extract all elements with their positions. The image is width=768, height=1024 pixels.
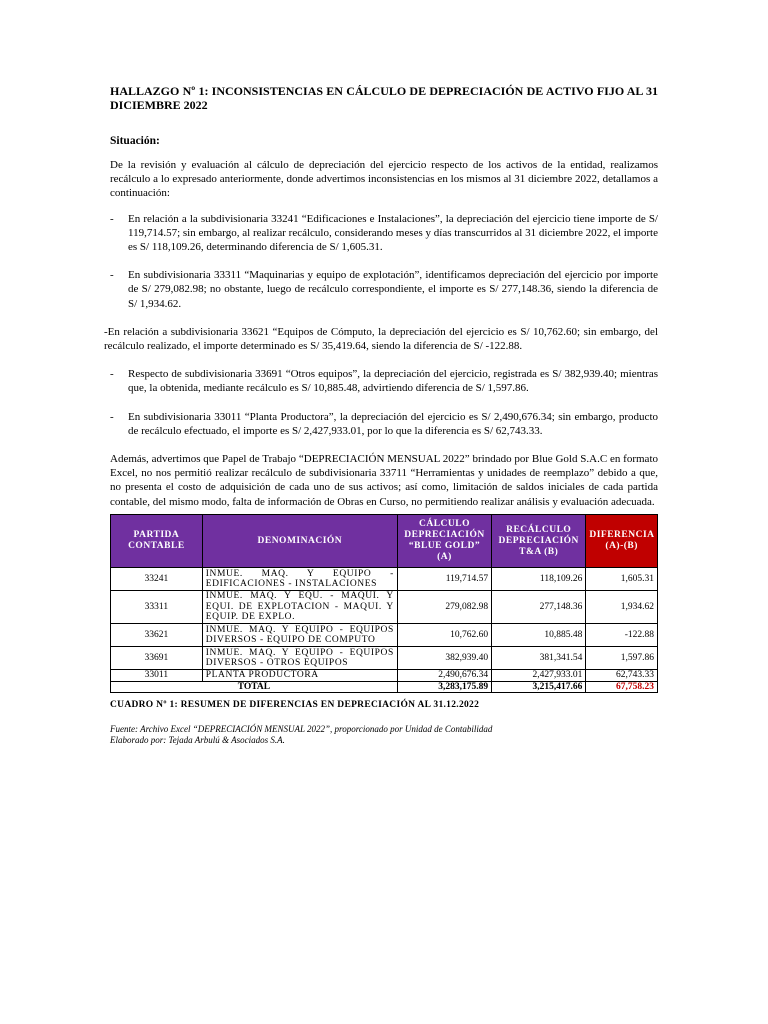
cell-denominacion: INMUE. MAQ. Y EQUIPO - EQUIPOS DIVERSOS - OTROS EQUIPOS — [202, 647, 397, 670]
cell-diferencia: 1,597.86 — [586, 647, 658, 670]
findings-list — [104, 212, 658, 438]
intro-paragraph: De la revisión y evaluación al cálculo de depreciación del ejercicio respecto de los activos de la entidad, realizamos recálculo a lo expresado anteriormente, donde advertimos inconsistencias en los mismos al 31 diciembre 2022, detallamos a continuación: — [110, 159, 658, 200]
table-total-row — [111, 681, 658, 693]
header-recalculo: RECÁLCULO DEPRECIACIÓN T&A (B) — [492, 515, 586, 568]
bullet-dash: - — [104, 325, 108, 338]
total-diferencia: 67,758.23 — [586, 681, 658, 693]
cell-calculo: 119,714.57 — [397, 568, 491, 591]
cell-diferencia: 1,934.62 — [586, 591, 658, 624]
cell-denominacion: PLANTA PRODUCTORA — [202, 670, 397, 682]
header-diferencia: DIFERENCIA (A)-(B) — [586, 515, 658, 568]
cell-partida: 33311 — [111, 591, 203, 624]
cell-partida: 33621 — [111, 624, 203, 647]
cell-calculo: 279,082.98 — [397, 591, 491, 624]
list-item — [104, 325, 658, 353]
table-row — [111, 624, 658, 647]
prepared-by-line: Elaborado por: Tejada Arbulú & Asociados S.A. — [110, 735, 285, 745]
cell-recalculo: 118,109.26 — [492, 568, 586, 591]
cell-recalculo: 10,885.48 — [492, 624, 586, 647]
situation-heading: Situación: — [110, 135, 160, 147]
list-item-text: En relación a la subdivisionaria 33241 “Edificaciones e Instalaciones”, la depreciación del ejercicio tiene importe de S/ 119,714.57; sin embargo, al realizar recálculo, considerando meses y días transcurridos al 31 diciembre 2022, el importe es S/ 118,109.26, determinando diferencia de S/ 1,605.31. — [128, 212, 658, 254]
table-row — [111, 670, 658, 682]
cell-recalculo: 277,148.36 — [492, 591, 586, 624]
header-calculo: CÁLCULO DEPRECIACIÓN “BLUE GOLD” (A) — [397, 515, 491, 568]
depreciation-table — [110, 514, 658, 693]
total-recalculo: 3,215,417.66 — [492, 681, 586, 693]
cell-denominacion: INMUE. MAQ. Y EQUIPO - EQUIPOS DIVERSOS - EQUIPO DE COMPUTO — [202, 624, 397, 647]
header-denominacion: DENOMINACIÓN — [202, 515, 397, 568]
table-header-row — [111, 515, 658, 568]
cell-denominacion: INMUE. MAQ. Y EQU. - MAQUI. Y EQUI. DE EXPLOTACION - MAQUI. Y EQUIP. DE EXPLO. — [202, 591, 397, 624]
source-note — [110, 724, 492, 746]
table-row — [111, 591, 658, 624]
list-item — [110, 410, 658, 438]
bullet-dash: - — [110, 368, 114, 381]
header-partida: PARTIDA CONTABLE — [111, 515, 203, 568]
total-calculo: 3,283,175.89 — [397, 681, 491, 693]
total-label: TOTAL — [111, 681, 398, 693]
cell-diferencia: 1,605.31 — [586, 568, 658, 591]
bullet-dash: - — [110, 212, 114, 225]
cell-calculo: 382,939.40 — [397, 647, 491, 670]
cell-partida: 33241 — [111, 568, 203, 591]
bullet-dash: - — [110, 269, 114, 282]
cell-calculo: 2,490,676.34 — [397, 670, 491, 682]
cell-denominacion: INMUE. MAQ. Y EQUIPO - EDIFICACIONES - INSTALACIONES — [202, 568, 397, 591]
cell-calculo: 10,762.60 — [397, 624, 491, 647]
closing-paragraph: Además, advertimos que Papel de Trabajo “DEPRECIACIÓN MENSUAL 2022” brindado por Blue Gold S.A.C en formato Excel, no nos permitió realizar recálculo de subdivisionaria 33711 “Herramientas y unidades de reemplazo” debido a que, no presenta el costo de adquisición de cada uno de sus activos; así como, limitación de saldos iniciales de cada partida contable, del mismo modo, falta de información de Obras en Curso, no permitiendo realizar análisis y evaluación adecuada. — [110, 453, 658, 508]
table-caption: CUADRO Nº 1: RESUMEN DE DIFERENCIAS EN DEPRECIACIÓN AL 31.12.2022 — [110, 700, 480, 710]
list-item-text: Respecto de subdivisionaria 33691 “Otros equipos”, la depreciación del ejercicio, registrada es S/ 382,939.40; mientras que, la obtenida, mediante recálculo es S/ 10,885.48, advirtiendo diferencia de S/ 1,597.86. — [128, 368, 658, 395]
cell-partida: 33011 — [111, 670, 203, 682]
cell-recalculo: 2,427,933.01 — [492, 670, 586, 682]
cell-recalculo: 381,341.54 — [492, 647, 586, 670]
cell-diferencia: -122.88 — [586, 624, 658, 647]
table-row — [111, 647, 658, 670]
list-item-text: En subdivisionaria 33011 “Planta Productora”, la depreciación del ejercicio es S/ 2,490,676.34; sin embargo, producto de recálculo efectuado, el importe es S/ 2,427,933.01, por lo que la diferencia es S/ 62,743.33. — [128, 410, 658, 437]
list-item-text: En relación a subdivisionaria 33621 “Equipos de Cómputo, la depreciación del ejercicio es S/ 10,762.60; sin embargo, del recálculo realizado, el importe determinado es S/ 35,419.64, siendo la diferencia de S/ -122.88. — [104, 325, 658, 353]
table-row — [111, 568, 658, 591]
list-item — [110, 212, 658, 255]
cell-partida: 33691 — [111, 647, 203, 670]
list-item — [110, 367, 658, 395]
bullet-dash: - — [110, 410, 114, 423]
cell-diferencia: 62,743.33 — [586, 670, 658, 682]
list-item-text: En subdivisionaria 33311 “Maquinarias y equipo de explotación”, identificamos depreciación del ejercicio por importe de S/ 279,082.98; no obstante, luego de recálculo correspondiente, el importe es S/ 277,148.36, siendo la diferencia de S/ 1,934.62. — [128, 269, 658, 310]
document-page — [104, 84, 658, 745]
source-line: Fuente: Archivo Excel “DEPRECIACIÓN MENSUAL 2022”, proporcionado por Unidad de Contabilidad — [110, 724, 493, 734]
finding-title: HALLAZGO Nº 1: INCONSISTENCIAS EN CÁLCULO DE DEPRECIACIÓN DE ACTIVO FIJO AL 31 DICIEMBRE 2022 — [110, 84, 658, 112]
list-item — [110, 268, 658, 311]
